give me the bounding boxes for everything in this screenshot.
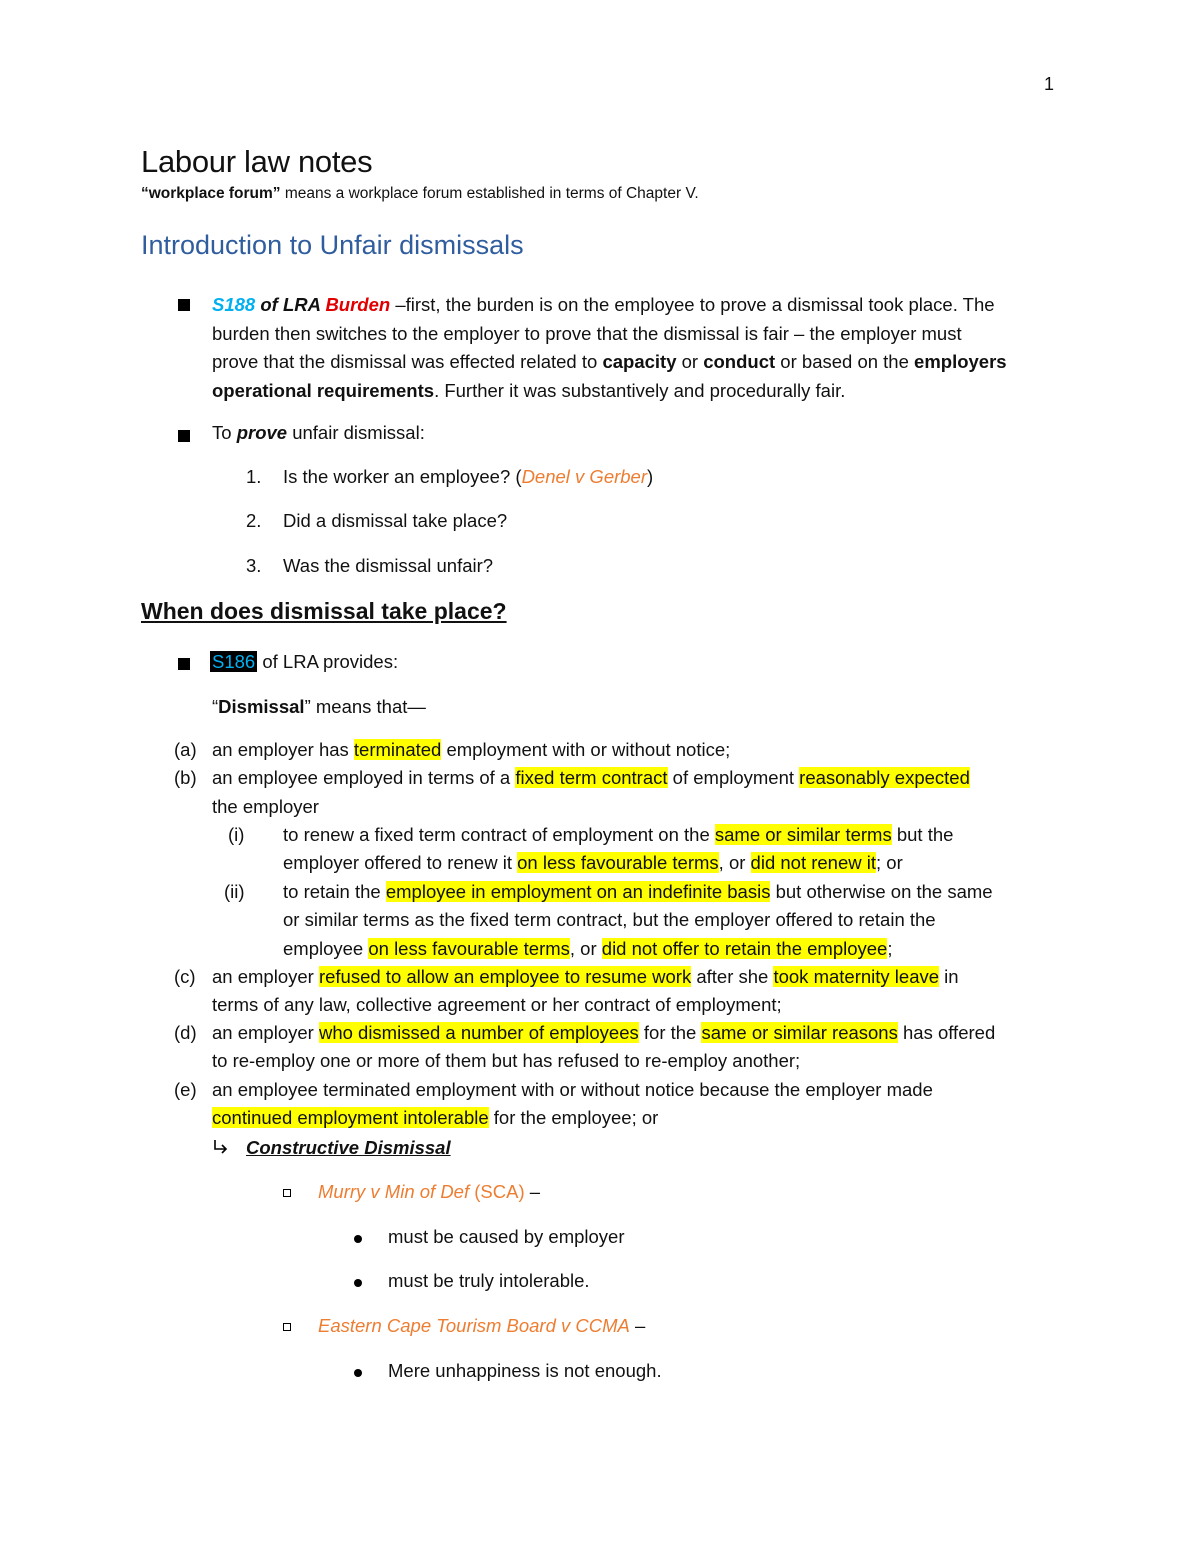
- case-eastern-cape: Eastern Cape Tourism Board v CCMA –: [318, 1315, 646, 1336]
- highlight: took maternity leave: [773, 966, 940, 987]
- item-label: (e): [174, 1079, 197, 1100]
- case-point: Mere unhappiness is not enough.: [388, 1360, 662, 1381]
- constructive-dismissal: Constructive Dismissal: [246, 1137, 451, 1158]
- highlight: reasonably expected: [799, 767, 970, 788]
- item-b-line2: the employer: [212, 796, 319, 817]
- case-point: must be caused by employer: [388, 1226, 625, 1247]
- case-denel-v-gerber: Denel v Gerber: [521, 466, 648, 487]
- capacity-term: capacity: [602, 351, 677, 372]
- highlight: terminated: [353, 739, 442, 760]
- item-label: (a): [174, 739, 197, 760]
- item-label: (b): [174, 767, 197, 788]
- case-point: must be truly intolerable.: [388, 1270, 590, 1291]
- highlight: same or similar terms: [714, 824, 892, 845]
- square-bullet-icon: [178, 299, 190, 311]
- question-3: Was the dismissal unfair?: [283, 555, 494, 576]
- item-label: (ii): [224, 881, 245, 902]
- question-number: 1.: [246, 466, 262, 487]
- burden-paragraph: S188 of LRA Burden –first, the burden is on the employee to prove a dismissal took place. The burden then switches to the employer to prove that the dismissal is fair – the employer must prove that the dismissal was effected related to capacity or conduct or based on the employers operational requirements. Further it was substantively and procedurally fair.: [212, 294, 1007, 401]
- page-number: 1: [1044, 74, 1055, 94]
- item-b: an employee employed in terms of a fixed term contract of employment reasonably expected: [212, 767, 970, 788]
- section-188: S188: [212, 294, 256, 315]
- item-e: an employee terminated employment with or without notice because the employer made: [212, 1079, 933, 1100]
- small-square-bullet-icon: [283, 1189, 291, 1197]
- question-number: 3.: [246, 555, 262, 576]
- item-c: an employer refused to allow an employee to resume work after she took maternity leave in: [212, 966, 959, 987]
- square-bullet-icon: [178, 430, 190, 442]
- item-b-i: to renew a fixed term contract of employment on the same or similar terms but the: [283, 824, 954, 845]
- operational-requirements: operational requirements: [212, 379, 435, 401]
- definition-term: “workplace forum”: [141, 185, 281, 202]
- workplace-forum-definition: [141, 185, 699, 203]
- bullet-dot-icon: [354, 1279, 362, 1287]
- highlight: did not renew it: [750, 852, 877, 873]
- item-e-line2: continued employment intolerable for the employee; or: [212, 1107, 659, 1128]
- item-b-ii-line3: employee on less favourable terms, or did not offer to retain the employee;: [283, 938, 893, 959]
- question-2: Did a dismissal take place?: [283, 510, 508, 531]
- question-1: Is the worker an employee? (Denel v Gerber): [283, 466, 654, 487]
- document-title: Labour law notes: [141, 144, 373, 179]
- small-square-bullet-icon: [283, 1323, 291, 1331]
- case-murry: Murry v Min of Def (SCA) –: [318, 1181, 541, 1202]
- item-c-line2: terms of any law, collective agreement or her contract of employment;: [212, 994, 782, 1015]
- bullet-dot-icon: [354, 1235, 362, 1243]
- question-number: 2.: [246, 510, 262, 531]
- item-b-ii-line2: or similar terms as the fixed term contract, but the employer offered to retain the: [283, 909, 936, 930]
- item-b-ii: to retain the employee in employment on an indefinite basis but otherwise on the same: [283, 881, 993, 902]
- highlight: who dismissed a number of employees: [318, 1022, 639, 1043]
- highlight: on less favourable terms: [517, 852, 719, 873]
- highlight: continued employment intolerable: [212, 1107, 489, 1128]
- to-prove-line: To prove unfair dismissal:: [212, 422, 425, 443]
- item-d-line2: to re-employ one or more of them but has refused to re-employ another;: [212, 1050, 801, 1071]
- intro-heading: Introduction to Unfair dismissals: [141, 230, 524, 260]
- highlight: employee in employment on an indefinite basis: [385, 881, 771, 902]
- highlight: fixed term contract: [515, 767, 668, 788]
- highlight: did not offer to retain the employee: [601, 938, 888, 959]
- item-a: an employer has terminated employment with or without notice;: [212, 739, 731, 760]
- item-b-i-line2: employer offered to renew it on less favourable terms, or did not renew it; or: [283, 852, 903, 873]
- item-label: (c): [174, 966, 196, 987]
- item-label: (d): [174, 1022, 197, 1043]
- conduct-term: conduct: [703, 351, 776, 372]
- highlight: on less favourable terms: [368, 938, 570, 959]
- highlight: same or similar reasons: [701, 1022, 898, 1043]
- of-lra: of LRA: [255, 294, 326, 315]
- item-d: an employer who dismissed a number of employees for the same or similar reasons has offered: [212, 1022, 996, 1043]
- definition-text: means a workplace forum established in terms of Chapter V.: [280, 185, 699, 202]
- bullet-dot-icon: [354, 1369, 362, 1377]
- dismissal-definition: “Dismissal” means that—: [212, 696, 426, 717]
- burden-label: Burden: [325, 294, 391, 315]
- highlight: refused to allow an employee to resume work: [318, 966, 692, 987]
- s186-line: S186 of LRA provides:: [212, 651, 399, 672]
- square-bullet-icon: [178, 658, 190, 670]
- section-186: S186: [212, 651, 256, 672]
- when-heading: When does dismissal take place?: [141, 598, 507, 624]
- arrow-icon: [212, 1138, 232, 1158]
- item-label: (i): [228, 824, 245, 845]
